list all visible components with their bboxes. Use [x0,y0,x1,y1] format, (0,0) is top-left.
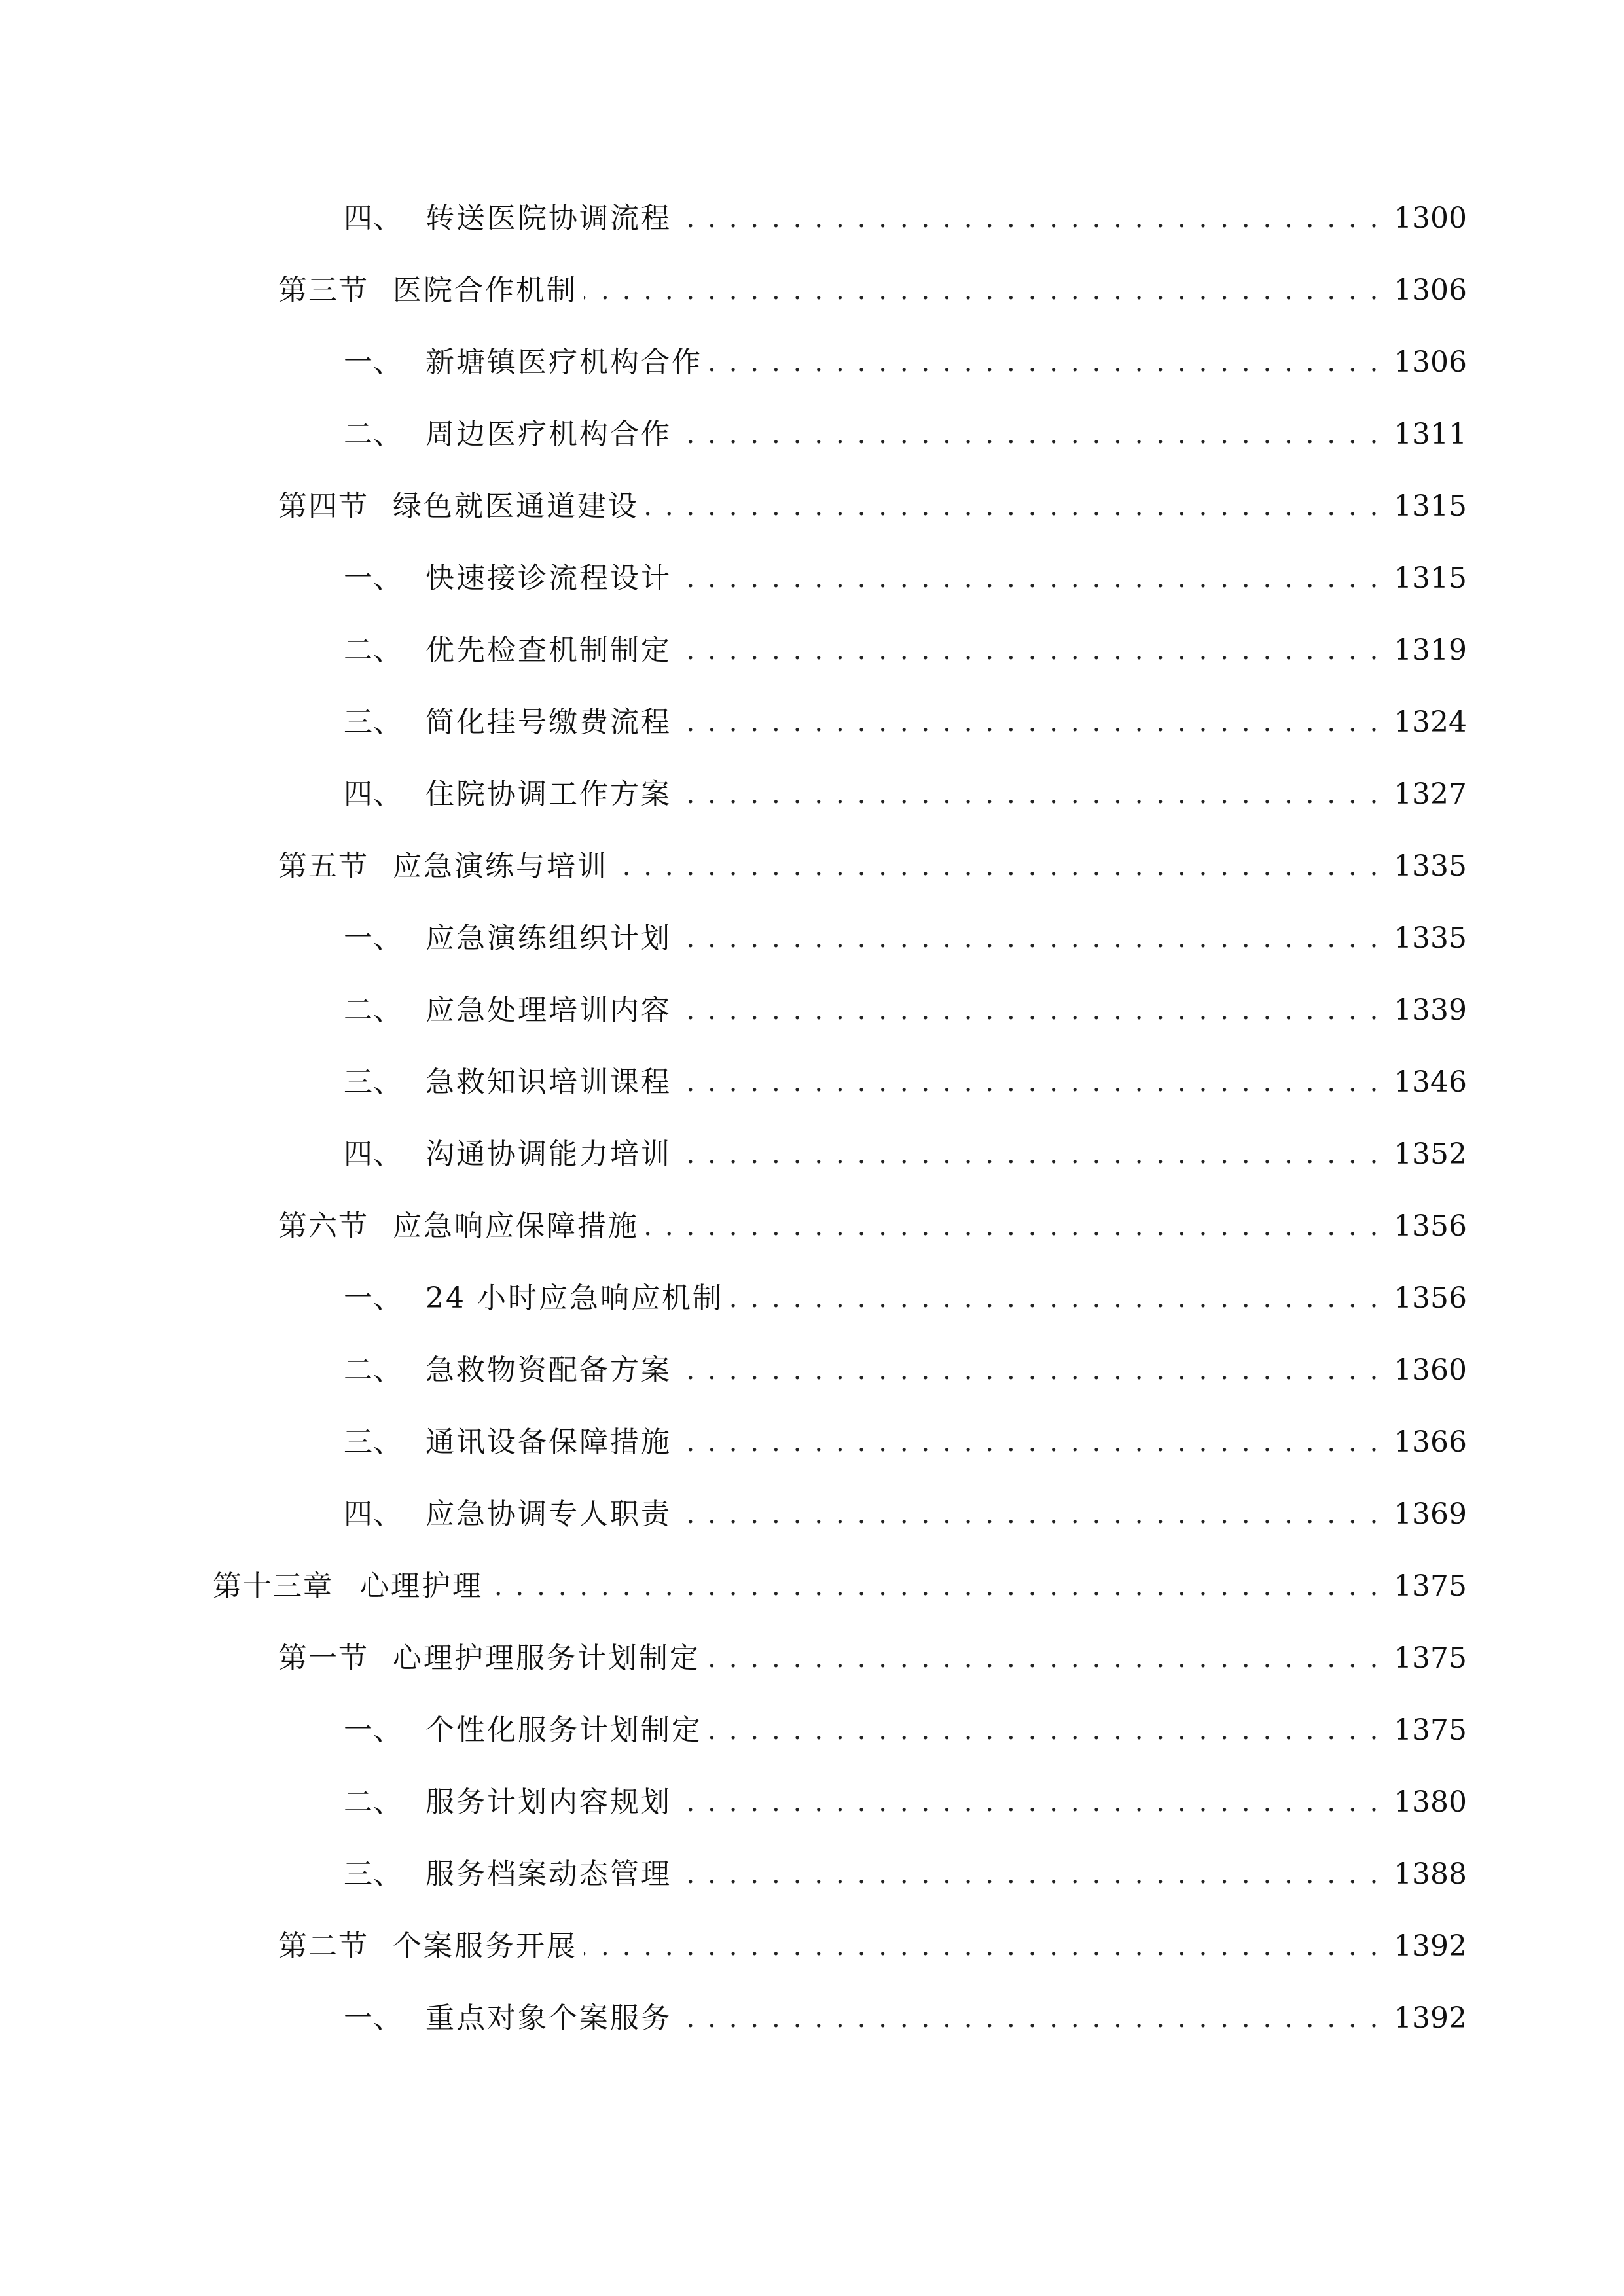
toc-entry-page: 1375 [1394,1713,1467,1747]
dot-leader [490,1560,1380,1613]
toc-entry-number: 四、 [344,202,403,235]
toc-entry-title: 个性化服务计划制定 [425,1713,702,1747]
toc-entry-page: 1306 [1394,274,1467,307]
dot-leader [584,264,1380,317]
toc-entry-page: 1360 [1394,1354,1467,1387]
toc-entry[interactable] [278,480,1467,533]
toc-entry-number: 三、 [344,1426,403,1459]
dot-leader [645,1200,1380,1253]
toc-entry-page: 1315 [1394,562,1467,595]
dot-leader [678,1344,1380,1397]
toc-entry-title: 沟通协调能力培训 [425,1138,672,1171]
toc-entry-number: 二、 [344,1785,403,1819]
toc-entry[interactable] [278,840,1467,893]
toc-entry[interactable] [344,1776,1467,1829]
dot-leader [678,1848,1380,1901]
dot-leader [678,768,1380,821]
toc-entry-page: 1335 [1394,850,1467,883]
toc-entry[interactable] [344,1128,1467,1181]
toc-entry-number: 一、 [344,2001,403,2035]
dot-leader [730,1272,1380,1325]
toc-entry-title: 服务档案动态管理 [425,1857,672,1891]
dot-leader [678,552,1380,605]
toc-entry-page: 1324 [1394,706,1467,739]
toc-entry-number: 一、 [344,1713,403,1747]
toc-entry[interactable] [278,1920,1467,1973]
toc-entry-number: 一、 [344,922,403,955]
toc-entry-title: 绿色就医通道建设 [393,490,639,523]
toc-entry-title: 医院合作机制 [393,274,577,307]
toc-entry[interactable] [344,1344,1467,1397]
toc-entry-title: 应急演练与培训 [393,850,608,883]
dot-leader [584,1920,1380,1973]
toc-entry-page: 1346 [1394,1066,1467,1099]
toc-entry-number: 二、 [344,1354,403,1387]
toc-entry-title: 新塘镇医疗机构合作 [425,346,702,379]
toc-entry-page: 1306 [1394,346,1467,379]
toc-entry-number: 第六节 [278,1210,369,1243]
toc-entry-page: 1369 [1394,1498,1467,1531]
toc-entry[interactable] [278,264,1467,317]
toc-entry-number: 三、 [344,1066,403,1099]
toc-entry-title: 应急处理培训内容 [425,994,672,1027]
toc-entry-page: 1315 [1394,490,1467,523]
toc-entry-title: 应急响应保障措施 [393,1210,639,1243]
toc-entry-title: 优先检查机制制定 [425,634,672,667]
toc-entry[interactable] [344,1416,1467,1469]
dot-leader [678,1488,1380,1541]
toc-entry[interactable] [344,1056,1467,1109]
toc-entry-number: 第四节 [278,490,369,523]
toc-entry-number: 三、 [344,1857,403,1891]
dot-leader [678,624,1380,677]
toc-entry-number: 一、 [344,346,403,379]
toc-entry-page: 1311 [1394,418,1467,451]
toc-entry-title: 应急协调专人职责 [425,1498,672,1531]
toc-entry-page: 1392 [1394,2001,1467,2035]
toc-entry-number: 二、 [344,994,403,1027]
toc-entry-page: 1356 [1394,1282,1467,1315]
dot-leader [678,192,1380,245]
toc-entry-page: 1380 [1394,1785,1467,1819]
toc-entry-page: 1327 [1394,778,1467,811]
toc-entry[interactable] [344,552,1467,605]
toc-entry-page: 1319 [1394,634,1467,667]
toc-entry[interactable] [278,1632,1467,1685]
toc-entry-number: 第十三章 [213,1570,333,1603]
toc-entry-number: 四、 [344,1138,403,1171]
toc-entry-number: 四、 [344,778,403,811]
toc-entry[interactable] [344,1488,1467,1541]
toc-entry-title: 24 小时应急响应机制 [425,1282,723,1315]
toc-entry[interactable] [213,1560,1467,1613]
toc-entry[interactable] [344,336,1467,389]
dot-leader [678,1128,1380,1181]
dot-leader [615,840,1380,893]
toc-entry-title: 快速接诊流程设计 [425,562,672,595]
toc-entry[interactable] [344,1992,1467,2045]
toc-entry-page: 1335 [1394,922,1467,955]
dot-leader [678,1992,1380,2045]
toc-entry[interactable] [344,1272,1467,1325]
toc-entry-number: 第五节 [278,850,369,883]
dot-leader [678,1056,1380,1109]
toc-entry[interactable] [344,696,1467,749]
dot-leader [645,480,1380,533]
dot-leader [678,696,1380,749]
toc-entry-title: 住院协调工作方案 [425,778,672,811]
dot-leader [707,1632,1380,1685]
toc-entry-title: 服务计划内容规划 [425,1785,672,1819]
dot-leader [709,1704,1380,1757]
toc-entry[interactable] [344,768,1467,821]
toc-entry-title: 转送医院协调流程 [425,202,672,235]
toc-entry-number: 一、 [344,1282,403,1315]
toc-entry[interactable] [344,192,1467,245]
dot-leader [678,1416,1380,1469]
dot-leader [678,1776,1380,1829]
toc-entry[interactable] [344,1848,1467,1901]
dot-leader [709,336,1380,389]
dot-leader [678,984,1380,1037]
toc-entry-title: 通讯设备保障措施 [425,1426,672,1459]
toc-entry-page: 1388 [1394,1857,1467,1891]
toc-entry[interactable] [344,1704,1467,1757]
toc-entry-title: 个案服务开展 [393,1929,577,1963]
toc-entry[interactable] [344,984,1467,1037]
toc-entry-number: 第二节 [278,1929,369,1963]
toc-entry-title: 心理护理 [360,1570,483,1603]
toc-entry-number: 二、 [344,634,403,667]
dot-leader [678,912,1380,965]
toc-entry-page: 1300 [1394,202,1467,235]
toc-entry[interactable] [278,1200,1467,1253]
toc-entry[interactable] [344,408,1467,461]
toc-entry-title: 急救知识培训课程 [425,1066,672,1099]
toc-entry-title: 急救物资配备方案 [425,1354,672,1387]
toc-entry[interactable] [344,624,1467,677]
dot-leader [678,408,1380,461]
toc-entry-number: 第一节 [278,1641,369,1675]
toc-entry-title: 重点对象个案服务 [425,2001,672,2035]
toc-entry-title: 简化挂号缴费流程 [425,706,672,739]
toc-entry[interactable] [344,912,1467,965]
toc-entry-title: 应急演练组织计划 [425,922,672,955]
toc-entry-page: 1356 [1394,1210,1467,1243]
toc-entry-number: 四、 [344,1498,403,1531]
toc-entry-number: 一、 [344,562,403,595]
toc-entry-page: 1392 [1394,1929,1467,1963]
toc-entry-number: 三、 [344,706,403,739]
toc-entry-page: 1366 [1394,1426,1467,1459]
toc-entry-page: 1375 [1394,1641,1467,1675]
toc-entry-page: 1352 [1394,1138,1467,1171]
toc-entry-title: 周边医疗机构合作 [425,418,672,451]
toc-entry-number: 二、 [344,418,403,451]
toc-entry-page: 1339 [1394,994,1467,1027]
toc-entry-number: 第三节 [278,274,369,307]
toc-entry-title: 心理护理服务计划制定 [393,1641,700,1675]
toc-entry-page: 1375 [1394,1570,1467,1603]
